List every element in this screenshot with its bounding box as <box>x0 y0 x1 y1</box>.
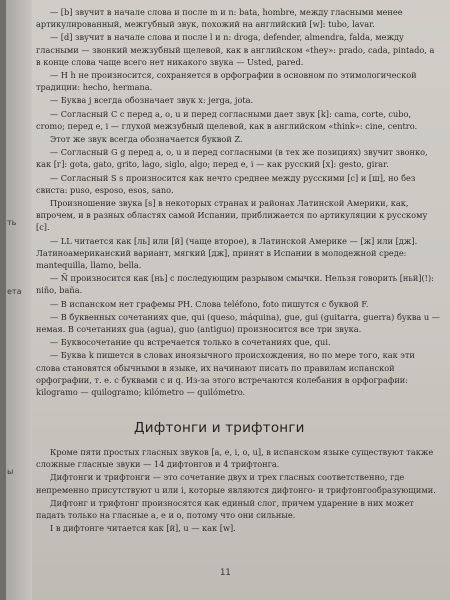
paragraph: — Ñ произносится как [нь] с последующим разрывом смычки. Нельзя говорить [ньй](!): niño, baña. <box>36 273 434 296</box>
paragraph: — Согласный C c перед a, o, u и перед согласными дает звук [k]: cama, corte, cubo, cromo; перед e, i — глухой межзубный щелевой, как в английском «think»: cine, centro. <box>36 108 418 131</box>
paragraph: — В испанском нет графемы PH. Слова teléfono, foto пишутся с буквой F. <box>50 298 369 309</box>
diphthongs-section <box>36 446 440 535</box>
paragraph: — Буквосочетание qu встречается только в сочетаниях que, qui. <box>50 337 331 348</box>
paragraph: — Буква j всегда обозначает звук x: jerga, jota. <box>50 95 254 106</box>
section-heading: Дифтонги и трифтонги <box>134 420 305 436</box>
paragraph: Кроме пяти простых гласных звуков [a, e, i, o, u], в испанском языке существуют также сложные гласные звуки — 14 дифтонгов и 4 трифтонга. <box>36 447 434 470</box>
margin-fragment: ета <box>7 287 22 296</box>
paragraph: Дифтонг и трифтонг произносятся как единый слог, причем ударение в них может падать только на гласные a, e и o, потому что они сильные. <box>36 497 414 521</box>
paragraph: — [d] звучит в начале слова и после l и n: droga, defender, almendra, falda, между гласными — звонкий межзубный щелевой, как в английском «they»: prado, cada, pintado, а в конце слова чаще всего нет никакого звука — Usted, pared. <box>36 32 435 67</box>
paragraph: — Согласный S s произносится как нечто среднее между русскими [с] и [ш], но без свиста: puso, esposo, esos, sano. <box>36 172 416 195</box>
paragraph: Произношение звука [s] в некоторых странах и районах Латинской Америки, как, впрочем, и в разных областях самой Испании, приближается по артикуляции к русскому [с]. <box>36 198 428 233</box>
phonetics-rules <box>36 6 440 399</box>
margin-fragment: ы <box>7 467 14 476</box>
paragraph: — H h не произносится, сохраняется в орфографии в основном по этимологической традиции: hecho, hermana. <box>36 70 417 93</box>
paragraph: — Согласный G g перед a, o, u и перед согласными (в тех же позициях) звучит звонко, как [г]: gota, gato, grito, lago, siglo, algo; перед e, i — как русский [х]: gesto, girar. <box>36 147 428 170</box>
paragraph: Дифтонги и трифтонги — это сочетание двух и трех гласных соответственно, где непременно присутствуют u или i, которые являются дифтонго- и трифтонгообразующими. <box>36 472 436 495</box>
paragraph: — [b] звучит в начале слова и после m и n: bata, hombre, между гласными менее артикулированный, межгубный звук, похожий на английский [w]: tubo, lavar. <box>36 7 403 30</box>
facing-page-edge <box>6 0 32 600</box>
paragraph: I в дифтонге читается как [й], u — как [w]. <box>50 523 236 534</box>
book-page <box>6 0 450 600</box>
margin-fragment: ть <box>7 218 17 227</box>
paragraph: — Буква k пишется в словах иноязычного происхождения, но по мере того, как эти слова становятся обычными в языке, их начинают писать по правилам испанской орфографии, т. е. с буквами c и q. Из-за этого встречаются колебания в орфографии: kilogramo — quilogramo; kilómetro — quilómetro. <box>36 350 415 398</box>
paragraph: — LL читается как [ль] или [й] (чаще второе), в Латинской Америке — [ж] или [дж]. Латиноамериканский вариант, мягкий [дж], принят в Испании в молодежной среде: mantequilla, llamo, bella. <box>36 235 418 271</box>
page-number: 11 <box>220 568 231 578</box>
paragraph: — В буквенных сочетаниях que, qui (queso, máquina), gue, gui (guitarra, guerra) буква u — немая. В сочетаниях gua (agua), guo (antiguo) произносится все три звука. <box>36 311 440 335</box>
paragraph: Этот же звук всегда обозначается буквой Z. <box>50 134 243 145</box>
